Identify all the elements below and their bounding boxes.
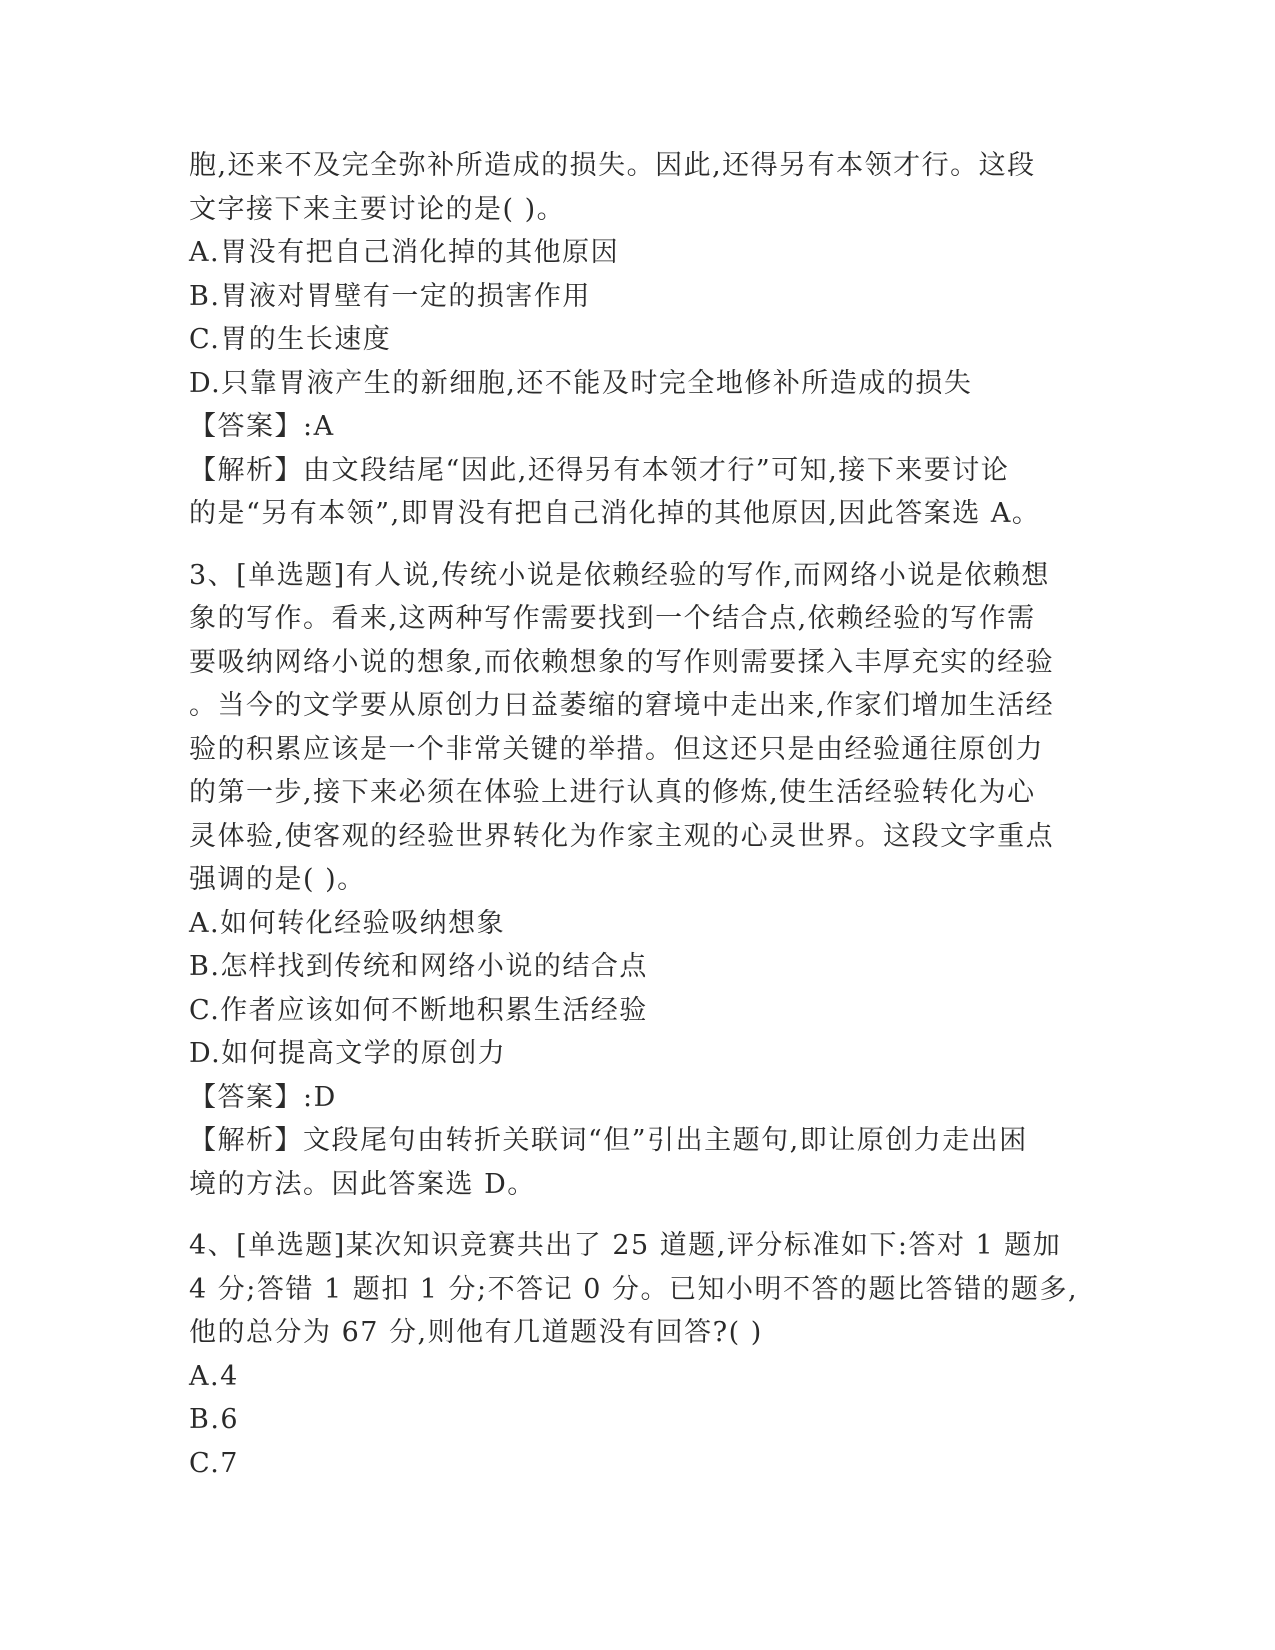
- option-d: D.只靠胃液产生的新细胞,还不能及时完全地修补所造成的损失: [189, 367, 973, 399]
- analysis-line: 【解析】由文段结尾“因此,还得另有本领才行”可知,接下来要讨论: [189, 454, 1010, 486]
- question-stem-line: 4、[单选题]某次知识竞赛共出了 25 道题,评分标准如下:答对 1 题加: [189, 1230, 1062, 1261]
- answer-line: 【答案】:D: [189, 1081, 337, 1113]
- question-stem-line: 要吸纳网络小说的想象,而依赖想象的写作则需要揉入丰厚充实的经验: [189, 646, 1055, 678]
- option-b: B.胃液对胃壁有一定的损害作用: [189, 280, 591, 312]
- answer-line: 【答案】:A: [189, 411, 335, 442]
- question-stem-line: 他的总分为 67 分,则他有几道题没有回答?( ): [189, 1317, 763, 1348]
- section-gap: [189, 536, 1079, 554]
- question-2-continuation: [189, 144, 1079, 536]
- option-a: A.如何转化经验吸纳想象: [189, 907, 506, 939]
- option-d: D.如何提高文学的原创力: [189, 1038, 507, 1069]
- question-stem-line: 4 分;答错 1 题扣 1 分;不答记 0 分。已知小明不答的题比答错的题多,: [189, 1273, 1079, 1305]
- section-gap: [189, 1206, 1079, 1224]
- option-b: B.怎样找到传统和网络小说的结合点: [189, 951, 648, 982]
- option-a: A.4: [189, 1360, 239, 1392]
- question-stem-line: 验的积累应该是一个非常关键的举措。但这还只是由经验通往原创力: [189, 733, 1044, 765]
- question-4: [189, 1224, 1079, 1485]
- analysis-line: 【解析】文段尾句由转折关联词“但”引出主题句,即让原创力走出困: [189, 1125, 1028, 1156]
- question-stem-line: 强调的是( )。: [189, 864, 366, 895]
- question-stem-line: 象的写作。看来,这两种写作需要找到一个结合点,依赖经验的写作需: [189, 603, 1036, 634]
- question-stem-line: 3、[单选题]有人说,传统小说是依赖经验的写作,而网络小说是依赖想: [189, 559, 1050, 591]
- analysis-line: 的是“另有本领”,即胃没有把自己消化掉的其他原因,因此答案选 A。: [189, 498, 1041, 529]
- option-c: C.作者应该如何不断地积累生活经验: [189, 994, 648, 1026]
- question-stem-line: 的第一步,接下来必须在体验上进行认真的修炼,使生活经验转化为心: [189, 777, 1036, 808]
- option-b: B.6: [189, 1404, 240, 1435]
- option-a: A.胃没有把自己消化掉的其他原因: [189, 237, 620, 268]
- option-c: C.胃的生长速度: [189, 324, 392, 355]
- question-stem-line: 胞,还来不及完全弥补所造成的损失。因此,还得另有本领才行。这段: [189, 150, 1036, 181]
- question-stem-line: 灵体验,使客观的经验世界转化为作家主观的心灵世界。这段文字重点: [189, 820, 1055, 852]
- document-page: [189, 144, 1079, 1485]
- question-stem-line: 文字接下来主要讨论的是( )。: [189, 193, 566, 225]
- option-c: C.7: [189, 1447, 239, 1479]
- question-stem-line: 。当今的文学要从原创力日益萎缩的窘境中走出来,作家们增加生活经: [189, 690, 1055, 721]
- question-3: [189, 554, 1079, 1207]
- analysis-line: 境的方法。因此答案选 D。: [189, 1168, 536, 1200]
